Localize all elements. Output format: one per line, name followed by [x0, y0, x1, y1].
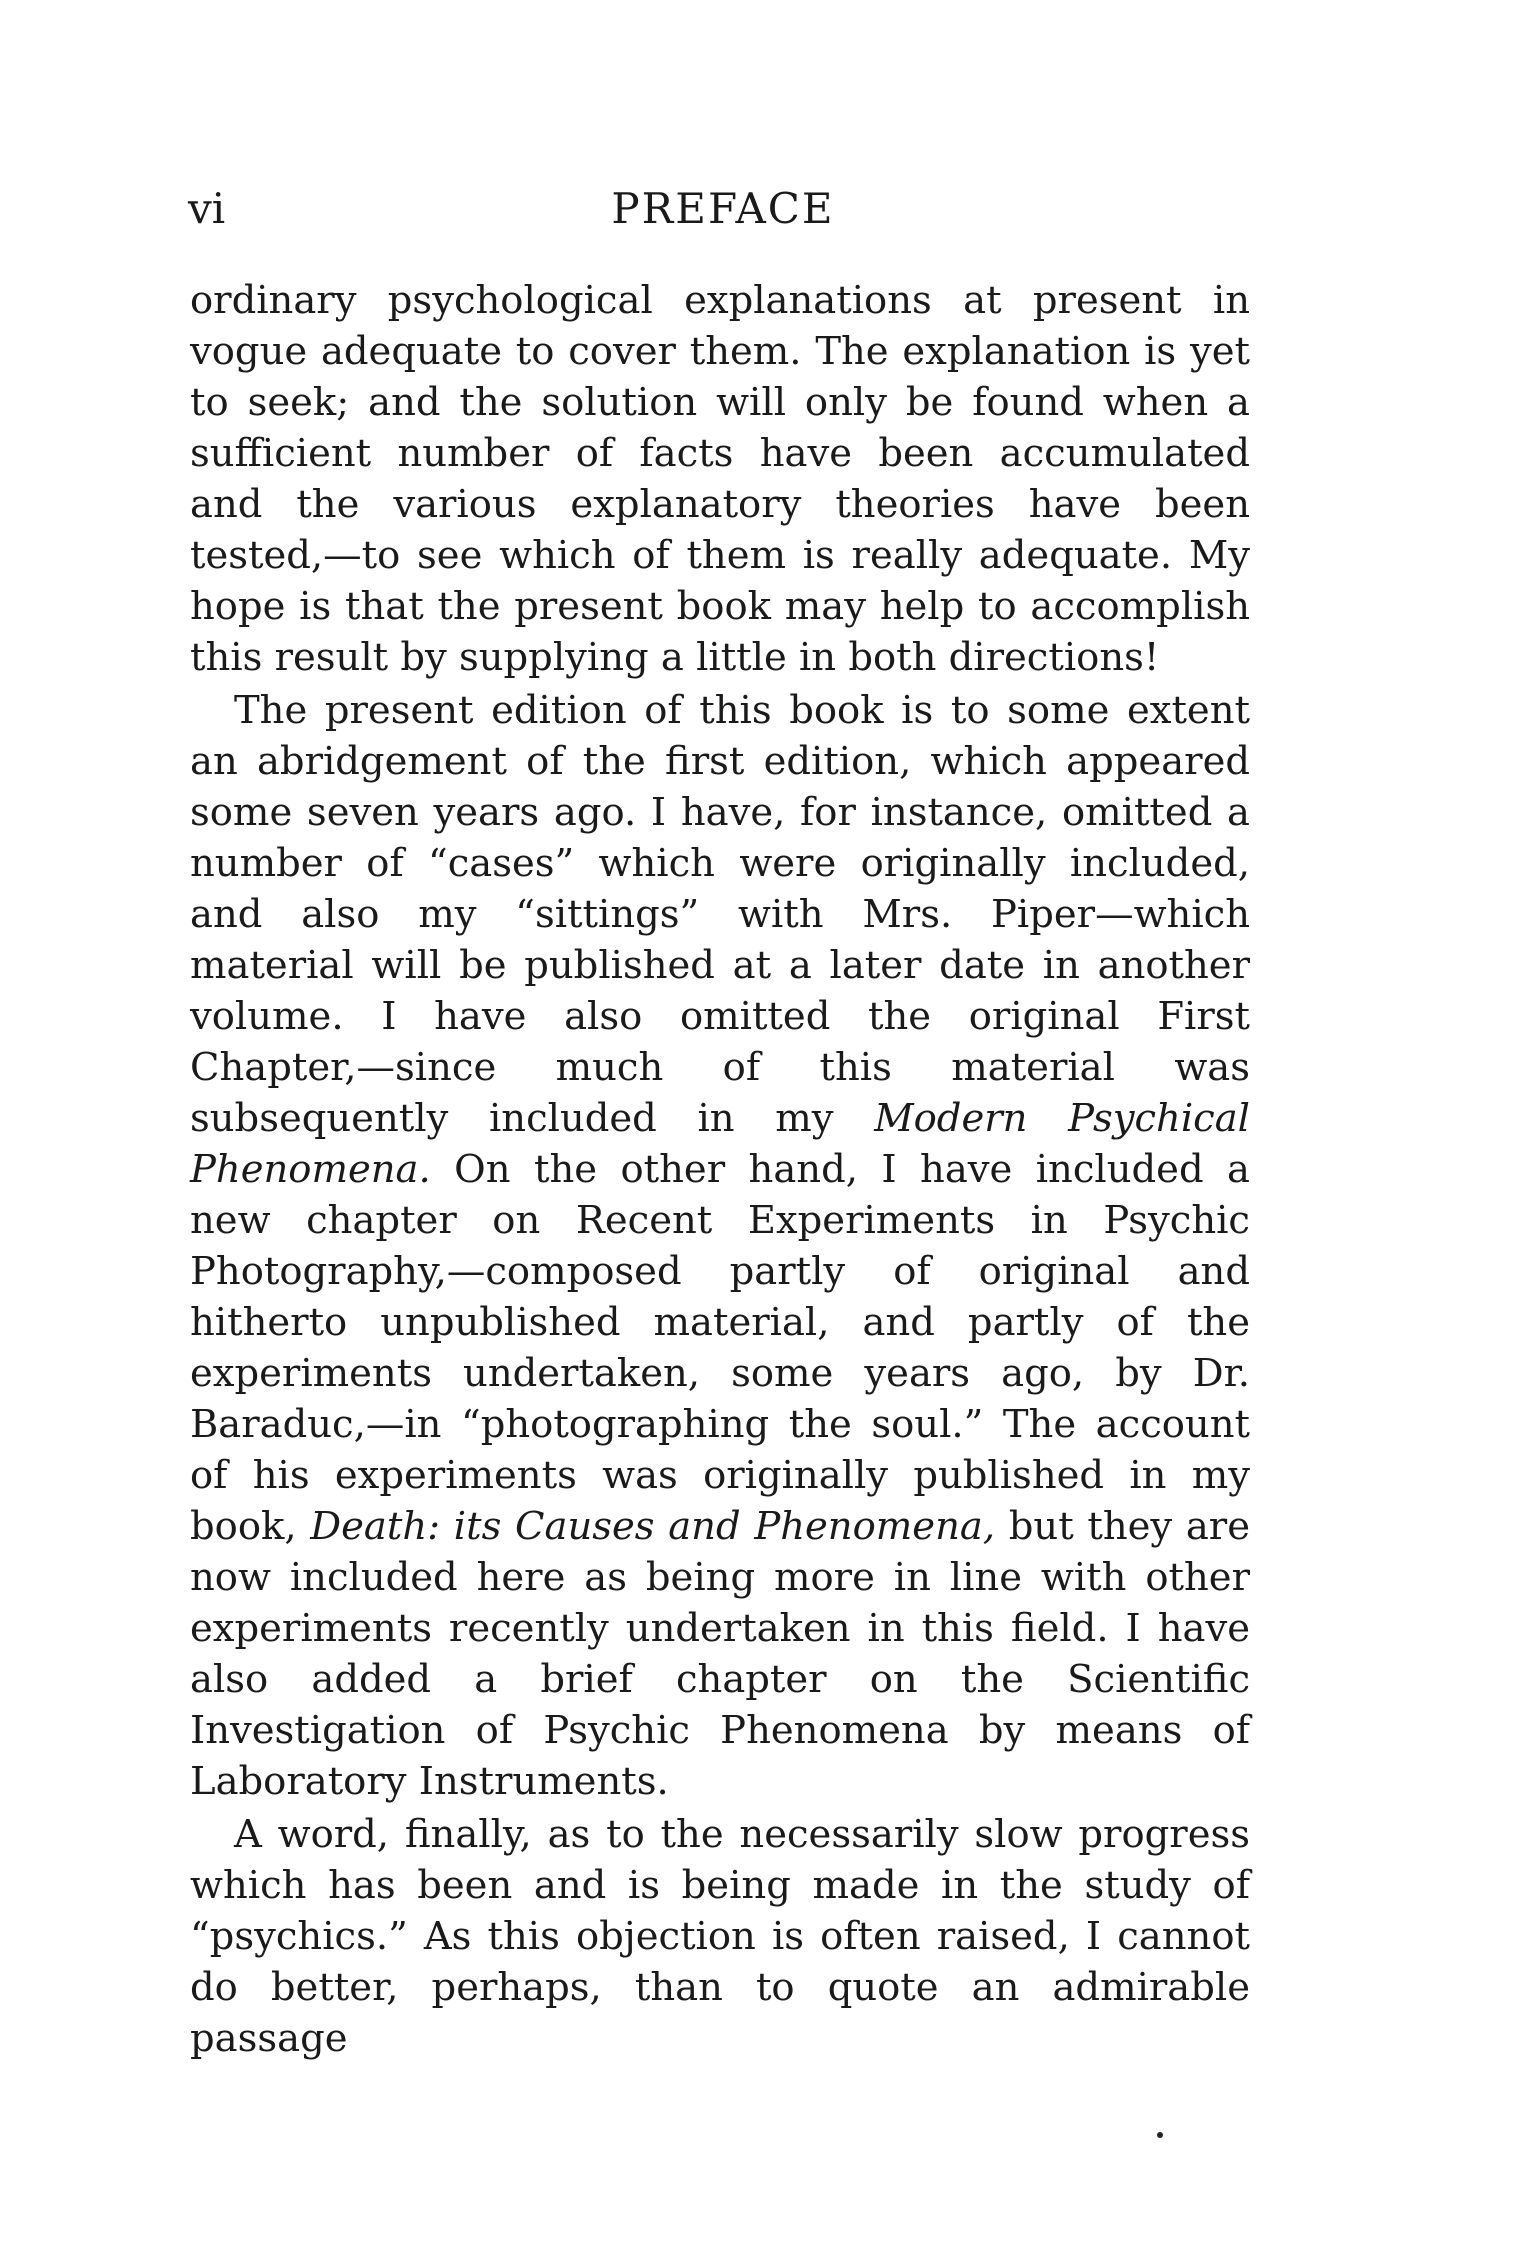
body-text — [190, 275, 1250, 2064]
page-number: vi — [188, 184, 226, 233]
book-title-death-its-causes: Death: its Causes and Phenomena, — [310, 1504, 996, 1549]
paragraph-1: ordinary psychological explanations at present in vogue adequate to cover them. The explanation is yet to seek; and the solution will only be found when a sufficient number of facts have been accumulated and the various explanatory theories have been tested,—to see which of them is really adequate. My hope is that the present book may help to accomplish this result by supplying a little in both directions! — [190, 278, 1250, 680]
stray-ink-mark — [1157, 2132, 1163, 2138]
paragraph-2-text-c: but they are now included here as being more in line with other experiments recently undertaken in this field. I have also added a brief chapter on the Scientific Investigation of Psychic Phenomena by means of Laboratory Instruments. — [190, 1504, 1250, 1804]
paragraph-2-text-a: The present edition of this book is to some extent an abridgement of the first edition, which appeared some seven years ago. I have, for instance, omitted a number of “cases” which were originally included, and also my “sittings” with Mrs. Piper—which material will be published at a later date in another volume. I have also omitted the original First Chapter,—since much of this material was subsequently included in my — [190, 688, 1250, 1141]
page-header — [188, 184, 1258, 238]
paragraph-2 — [190, 685, 1250, 1807]
book-title-modern-psychical-phenomena: Modern Psychical Phenomena. — [190, 1096, 1250, 1192]
running-head: PREFACE — [611, 184, 835, 233]
paragraph-3: A word, finally, as to the necessarily slow progress which has been and is being made in the study of “psychics.” As this objection is often raised, I cannot do better, perhaps, than to quote an admirable passage — [190, 1812, 1250, 2061]
paragraph-2-text-b: On the other hand, I have included a new chapter on Recent Experiments in Psychic Photography,—composed partly of original and hitherto unpublished material, and partly of the experiments undertaken, some years ago, by Dr. Baraduc,—in “photographing the soul.” The account of his experiments was originally published in my book, — [190, 1147, 1250, 1549]
